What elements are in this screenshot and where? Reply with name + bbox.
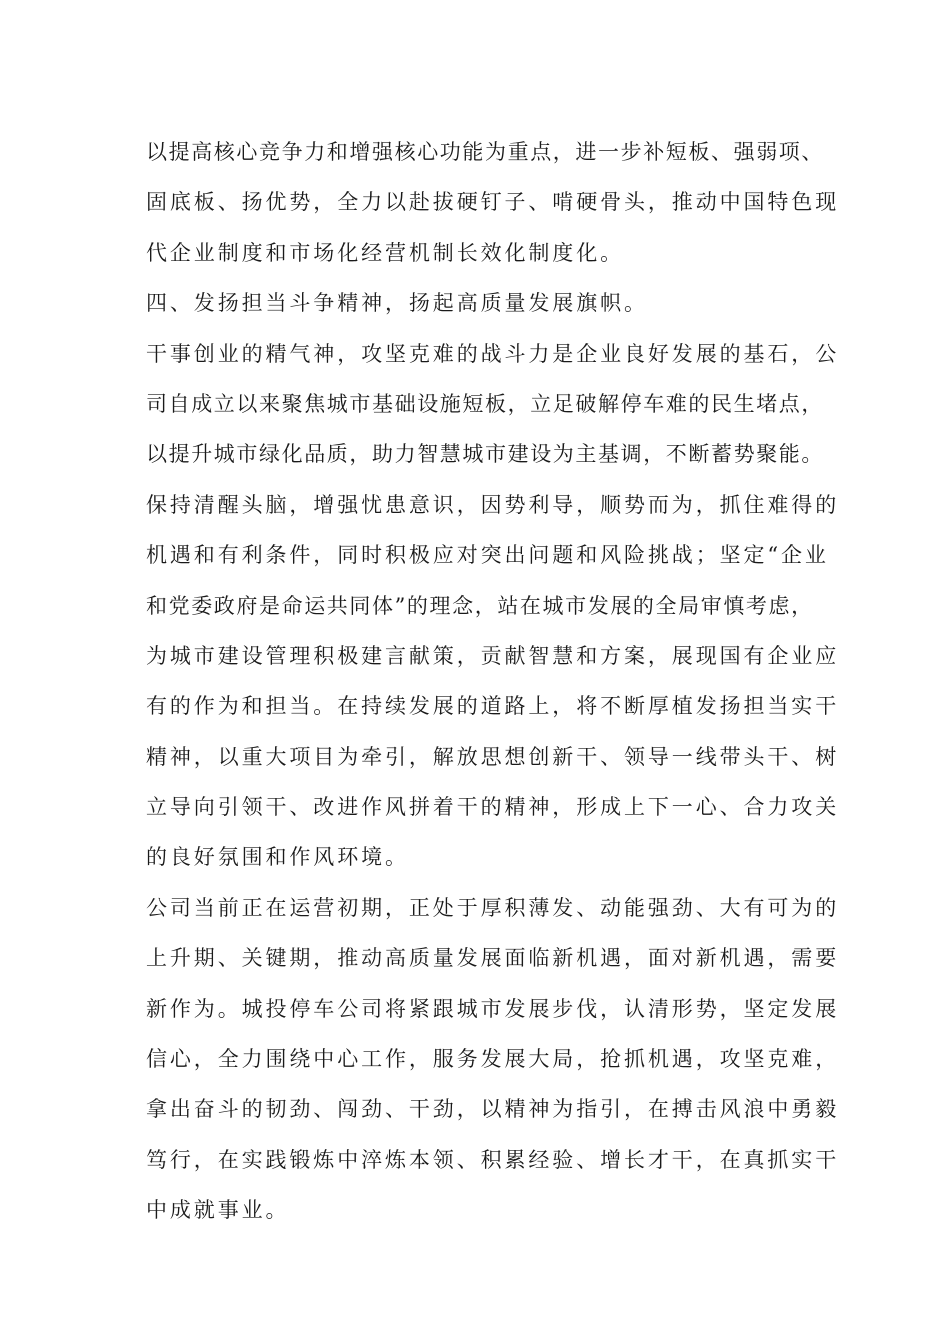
- text-line: 精神，以重大项目为牵引，解放思想创新干、领导一线带头干、树: [146, 744, 840, 769]
- text-line: 干事创业的精气神，攻坚克难的战斗力是企业良好发展的基石，公: [146, 341, 840, 366]
- text-line: 为城市建设管理积极建言献策，贡献智慧和方案，展现国有企业应: [146, 643, 840, 668]
- document-body: [146, 127, 840, 1236]
- text-line: 笃行，在实践锻炼中淬炼本领、积累经验、增长才干，在真抓实干: [146, 1147, 840, 1172]
- text-line: 以提高核心竞争力和增强核心功能为重点，进一步补短板、强弱项、: [146, 140, 824, 164]
- text-line: 代企业制度和市场化经营机制长效化制度化。: [146, 240, 624, 265]
- text-line: 信心，全力围绕中心工作，服务发展大局，抢抓机遇，攻坚克难，: [146, 1047, 840, 1072]
- paragraph-1: [146, 127, 840, 278]
- text-line: 机遇和有利条件，同时积极应对突出问题和风险挑战；坚定“企业: [146, 543, 829, 568]
- text-line: 中成就事业。: [146, 1198, 290, 1223]
- text-line: 的良好氛围和作风环境。: [146, 845, 409, 870]
- text-line: 公司当前正在运营初期，正处于厚积薄发、动能强劲、大有可为的: [146, 895, 840, 920]
- text-line: 拿出奋斗的韧劲、闯劲、干劲，以精神为指引，在搏击风浪中勇毅: [146, 1097, 840, 1122]
- text-line: 司自成立以来聚焦城市基础设施短板，立足破解停车难的民生堵点，: [146, 391, 824, 416]
- text-line: 上升期、关键期，推动高质量发展面临新机遇，面对新机遇，需要: [146, 946, 840, 971]
- text-line: 和党委政府是命运共同体”的理念，站在城市发展的全局审慎考虑，: [146, 593, 814, 618]
- text-line: 立导向引领干、改进作风拼着干的精神，形成上下一心、合力攻关: [146, 795, 840, 820]
- section-heading: [146, 278, 822, 328]
- text-line: 保持清醒头脑，增强忧患意识，因势利导，顺势而为，抓住难得的: [146, 492, 840, 517]
- heading-line: 四、发扬担当斗争精神，扬起高质量发展旗帜。: [146, 291, 648, 316]
- text-line: 固底板、扬优势，全力以赴拔硬钉子、啃硬骨头，推动中国特色现: [146, 190, 840, 215]
- paragraph-2: [146, 329, 840, 883]
- text-line: 以提升城市绿化品质，助力智慧城市建设为主基调，不断蓄势聚能。: [146, 442, 824, 467]
- paragraph-3: [146, 883, 840, 1236]
- text-line: 有的作为和担当。在持续发展的道路上，将不断厚植发扬担当实干: [146, 694, 840, 719]
- text-line: 新作为。城投停车公司将紧跟城市发展步伐，认清形势，坚定发展: [146, 996, 840, 1021]
